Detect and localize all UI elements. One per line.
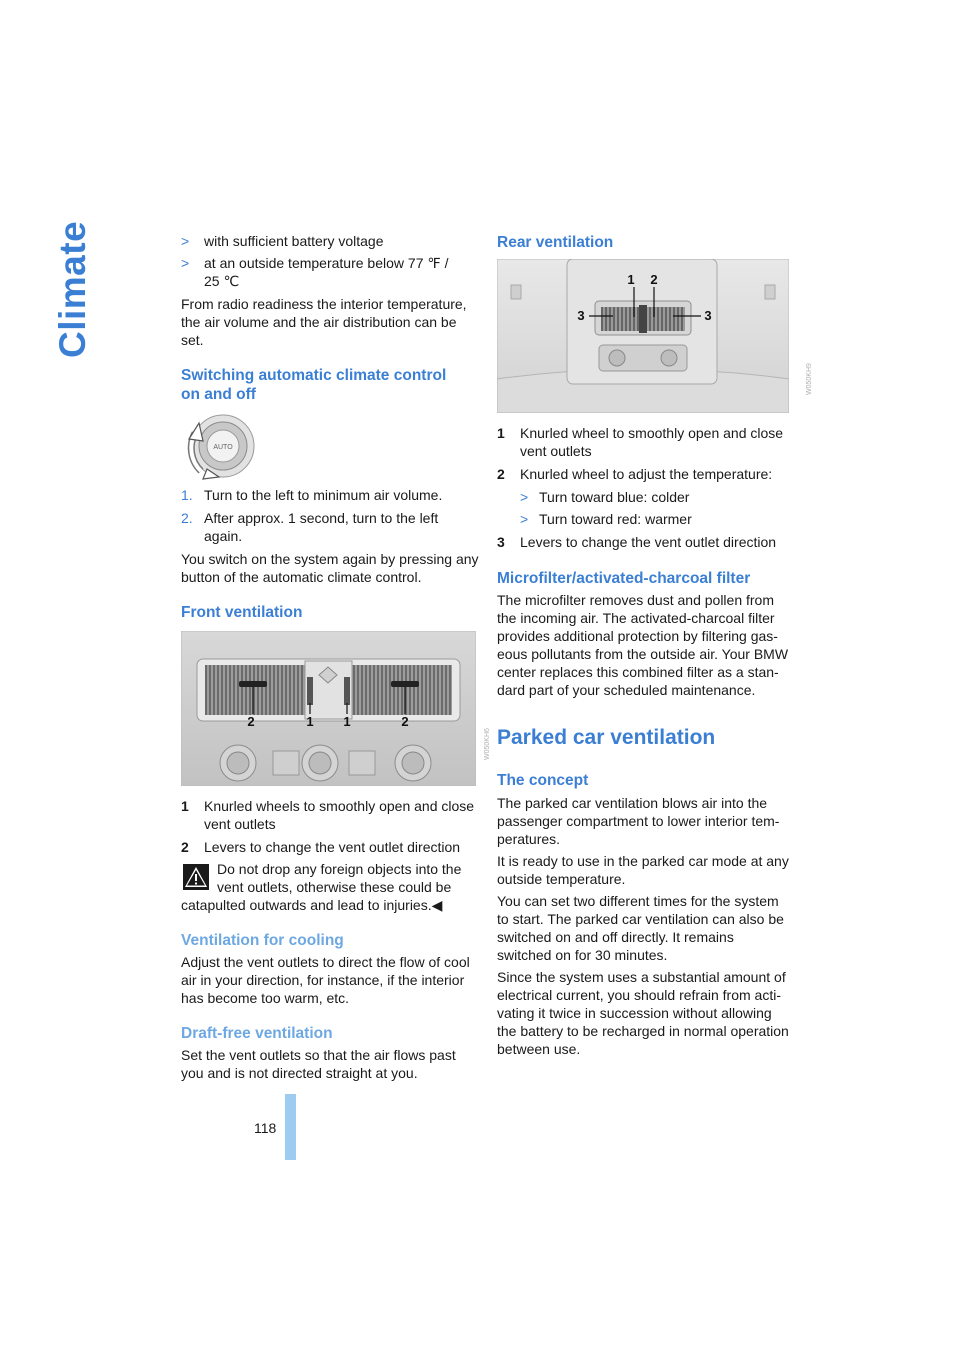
paragraph-line: peratures. [497,831,561,847]
paragraph-line: set. [181,332,204,348]
paragraph-line: switched on and off directly. It remains [497,929,734,945]
bullet-text: with sufficient battery voltage [204,233,384,249]
paragraph-line: Adjust the vent outlets to direct the flow of cool [181,954,470,970]
parked-car-ventilation-title: Parked car ventilation [497,726,716,749]
microfilter-heading: Microfilter/activated-charcoal filter [497,570,751,587]
figure-id: W050KH9 [806,363,813,395]
paragraph-line: passenger compartment to lower interior tem- [497,813,780,829]
front-callout: 2 [247,714,255,729]
section-title [52,220,106,492]
item-number: 2 [497,466,505,482]
rear-vent-svg [497,259,789,413]
paragraph-line: provides additional protection by filtering gas- [497,628,778,644]
heading-line: on and off [181,386,256,403]
item-text: Levers to change the vent outlet direction [520,534,777,550]
bullet-marker: > [520,511,529,527]
item-text: Knurled wheels to smoothly open and close [204,798,475,814]
bullet-marker: > [520,489,529,505]
warning-line: catapulted outwards and lead to injuries.◀ [181,897,443,913]
auto-knob-illustration [181,411,256,481]
step-text: Turn to the left to minimum air volume. [204,487,443,503]
paragraph-line: switched on for 30 minutes. [497,947,668,963]
step-text: After approx. 1 second, turn to the left [204,510,439,526]
paragraph-line: the battery to be recharged in normal operation [497,1023,789,1039]
paragraph-line: the incoming air. The activated-charcoal filter [497,610,775,626]
paragraph-line: center replaces this combined filter as a stan- [497,664,779,680]
paragraph-line: The microfilter removes dust and pollen from [497,592,774,608]
paragraph-line: the air volume and the air distribution can be [181,314,457,330]
auto-knob-svg [181,411,256,481]
heading-line: Switching automatic climate control [181,367,447,384]
front-vent-svg [181,631,476,786]
switching-heading [181,366,446,404]
item-number: 1 [181,798,189,814]
cooling-heading: Ventilation for cooling [181,932,344,949]
concept-heading: The concept [497,772,589,789]
paragraph-line: vating it twice in succession without allowing [497,1005,772,1021]
paragraph-line: It is ready to use in the parked car mode at any [497,853,789,869]
figure-id: W050KH6 [484,728,491,760]
item-text: Knurled wheel to adjust the temperature: [520,466,773,482]
rear-vent-illustration [497,259,789,413]
paragraph-line: From radio readiness the interior temperature, [181,296,467,312]
warning-line: Do not drop any foreign objects into the [217,861,462,877]
rear-callout: 1 [627,272,635,287]
paragraph-line: air in your direction, for instance, if the interior [181,972,465,988]
paragraph-line: You switch on the system again by pressing any [181,551,479,567]
warning-icon [183,864,209,890]
bullet-text: Turn toward red: warmer [539,511,692,527]
paragraph-line: outside temperature. [497,871,626,887]
step-text: again. [204,528,243,544]
draft-heading: Draft-free ventilation [181,1025,333,1042]
item-number: 2 [181,839,189,855]
item-number: 3 [497,534,505,550]
paragraph-line: eous pollutants from the outside air. Your BMW [497,646,789,662]
item-text: vent outlets [204,816,276,832]
bullet-text: Turn toward blue: colder [539,489,690,505]
step-number: 1. [181,487,193,503]
warning-triangle-icon [183,864,209,890]
rear-callout: 3 [704,308,712,323]
paragraph-line: between use. [497,1041,581,1057]
paragraph-line: you and is not directed straight at you. [181,1065,418,1081]
rear-callout: 2 [650,272,658,287]
paragraph-line: The parked car ventilation blows air into the [497,795,768,811]
item-text: vent outlets [520,443,592,459]
bullet-marker: > [181,255,190,271]
paragraph-line: has become too warm, etc. [181,990,350,1006]
item-text: Knurled wheel to smoothly open and close [520,425,784,441]
bullet-continuation: 25 ℃ [204,273,240,289]
step-number: 2. [181,510,193,526]
paragraph-line: button of the automatic climate control. [181,569,422,585]
paragraph-line: electrical current, you should refrain from acti- [497,987,781,1003]
front-callout: 2 [401,714,409,729]
section-title-text: Climate [52,220,93,358]
page-marker-bar [285,1094,296,1160]
warning-line: vent outlets, otherwise these could be [217,879,452,895]
bullet-marker: > [181,233,190,249]
front-callout: 1 [306,714,314,729]
rear-callout: 3 [577,308,585,323]
paragraph-line: You can set two different times for the system [497,893,779,909]
front-ventilation-heading: Front ventilation [181,604,303,621]
rear-ventilation-heading: Rear ventilation [497,234,614,251]
item-number: 1 [497,425,505,441]
paragraph-line: Set the vent outlets so that the air flows past [181,1047,456,1063]
front-callout: 1 [343,714,351,729]
paragraph-line: dard part of your scheduled maintenance. [497,682,756,698]
front-vent-illustration [181,631,476,786]
page-number: 118 [254,1120,277,1136]
paragraph-line: Since the system uses a substantial amount of [497,969,786,985]
bullet-text: at an outside temperature below 77 ℉ / [204,255,449,271]
item-text: Levers to change the vent outlet direction [204,839,461,855]
paragraph-line: to start. The parked car ventilation can also be [497,911,784,927]
knob-label: AUTO [213,444,233,451]
